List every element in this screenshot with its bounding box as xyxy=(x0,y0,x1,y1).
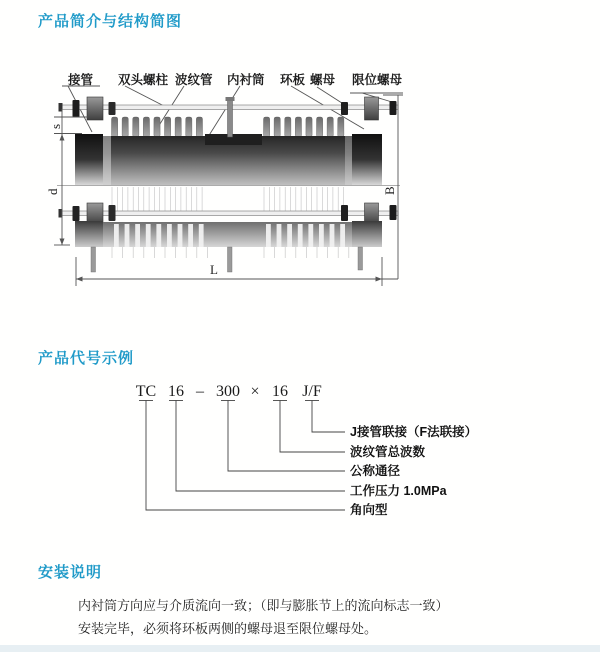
code-part-dash: – xyxy=(196,383,204,400)
callout-working-pressure: 工作压力 1.0MPa xyxy=(350,484,447,498)
section-title-code-example: 产品代号示例 xyxy=(38,350,135,367)
code-part-300: 300 xyxy=(216,383,240,400)
center-stud xyxy=(228,98,233,137)
page-bottom-band xyxy=(0,645,600,652)
label-shuangtou-luozhu: 双头螺柱 xyxy=(118,73,169,87)
install-line-1: 内衬筒方向应与介质流向一致；（即与膨胀节上的流向标志一致） xyxy=(78,598,449,613)
code-parts xyxy=(136,383,322,400)
label-huanban: 环板 xyxy=(280,73,306,87)
label-xianwei-luomu: 限位螺母 xyxy=(352,73,403,87)
section-title-install: 安装说明 xyxy=(38,564,103,581)
install-instructions xyxy=(78,594,548,640)
code-part-16a: 16 xyxy=(168,383,184,400)
lower-convolution-lines xyxy=(112,187,344,211)
center-stud-cap xyxy=(226,97,235,101)
code-part-times: × xyxy=(250,383,260,400)
code-part-tc: TC xyxy=(135,383,157,400)
left-pipe-cap xyxy=(75,134,103,185)
label-luomu: 螺母 xyxy=(310,73,336,87)
structure-diagram xyxy=(0,60,600,352)
limit-nut xyxy=(390,101,397,115)
code-part-16b: 16 xyxy=(272,383,288,400)
callout-connection: J接管联接（F法联接） xyxy=(350,425,478,439)
lower-shell-band xyxy=(75,221,382,247)
code-callout-drawing xyxy=(0,372,600,527)
callout-lines xyxy=(139,401,345,511)
callout-labels xyxy=(350,424,477,517)
ring-plate-lug xyxy=(365,97,379,120)
code-example-diagram xyxy=(0,372,600,527)
right-pipe-cap xyxy=(352,134,382,185)
label-jieguan: 接管 xyxy=(68,73,94,87)
install-line-2: 安装完毕，必须将环板两侧的螺母退至限位螺母处。 xyxy=(78,621,378,636)
dim-l: L xyxy=(210,262,218,277)
code-part-jf: J/F xyxy=(302,383,322,400)
hanging-studs xyxy=(91,247,363,272)
nut xyxy=(341,102,348,115)
callout-nominal-diameter: 公称通径 xyxy=(350,464,401,478)
label-neichentong: 内衬筒 xyxy=(227,73,265,87)
expansion-joint-drawing xyxy=(0,60,600,352)
dim-b: B xyxy=(382,186,397,195)
callout-angular-type: 角向型 xyxy=(350,503,388,517)
part-labels xyxy=(67,72,403,87)
dim-d: d xyxy=(45,188,60,195)
section-title-product-intro: 产品简介与结构简图 xyxy=(38,13,183,30)
dim-s: s xyxy=(48,123,63,129)
liner-top-band xyxy=(205,134,262,145)
callout-wave-count: 波纹管总波数 xyxy=(350,445,426,459)
joint-body xyxy=(75,134,382,185)
label-bowenguan: 波纹管 xyxy=(175,73,213,87)
